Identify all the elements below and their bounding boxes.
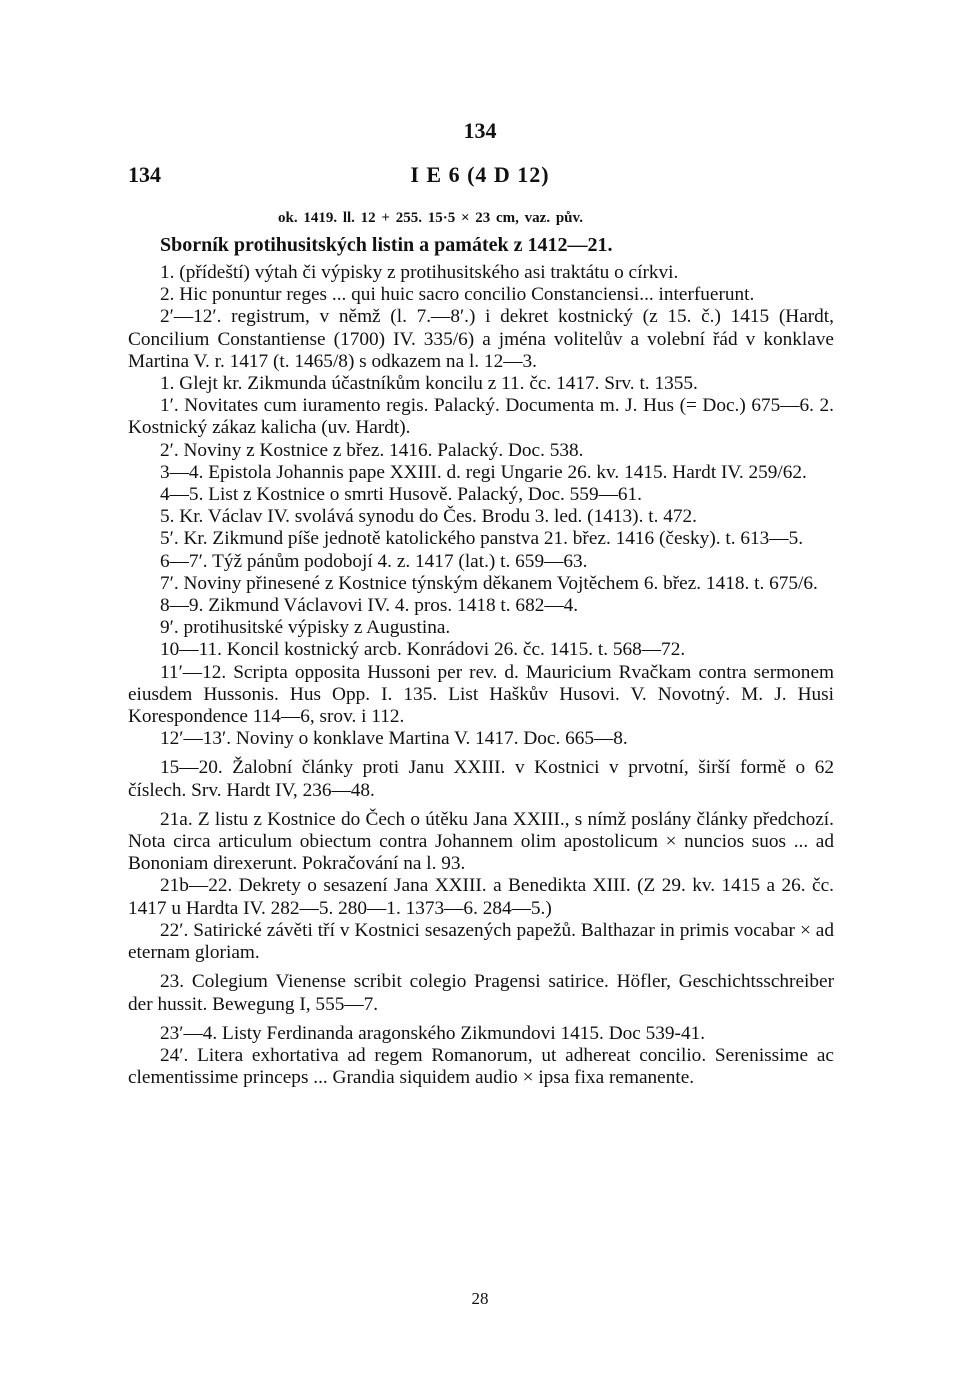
entry-paragraph: 4—5. List z Kostnice o smrti Husově. Palacký, Doc. 559—61. [160, 484, 642, 506]
physical-description: ok. 1419. ll. 12 + 255. 15·5 × 23 cm, vaz. pův. [278, 210, 583, 226]
entry-paragraph: 7′. Noviny přinesené z Kostnice týnským děkanem Vojtěchem 6. břez. 1418. t. 675/6. [160, 572, 818, 594]
entry-paragraph: 21b—22. Dekrety o sesazení Jana XXIII. a Benedikta XIII. (Z 29. kv. 1415 a 26. čc. 1417 u Hardta IV. 282—5. 280—1. 1373—6. 284—5.) [128, 875, 834, 919]
entry-paragraph: 1′. Novitates cum iuramento regis. Palacký. Documenta m. J. Hus (= Doc.) 675—6. 2. Kostnický zákaz kalicha (uv. Hardt). [128, 395, 834, 439]
page-number: 134 [463, 118, 497, 143]
entry-paragraph: 11′—12. Scripta opposita Hussoni per rev. d. Mauricium Rvačkam contra sermonem eiusdem Hussonis. Hus Opp. I. 135. List Haškův Husovi. V. Novotný. M. J. Husi Korespondence 114—6, srov. i 112. [128, 661, 834, 728]
entries-body [128, 262, 834, 1089]
entry-paragraph: 2. Hic ponuntur reges ... qui huic sacro concilio Constanciensi... interfuerunt. [160, 284, 755, 306]
entry-paragraph: 23. Colegium Vienense scribit colegio Pragensi satirice. Höfler, Geschichtsschreiber der hussit. Bewegung I, 555—7. [128, 971, 834, 1015]
entry-paragraph: 6—7′. Týž pánům podobojí 4. z. 1417 (lat.) t. 659—63. [160, 550, 588, 572]
manuscript-title: Sborník protihusitských listin a památek z 1412—21. [160, 234, 613, 256]
entry-paragraph: 1. (přídeští) výtah či výpisky z protihusitského asi traktátu o církvi. [160, 262, 679, 283]
entry-paragraph: 21a. Z listu z Kostnice do Čech o útěku Jana XXIII., s nímž poslány články předchozí. Nota circa articulum obiectum contra Johannem olim apostolicum × nuncios suos ... ad Bononiam direxerunt. Pokračování na l. 93. [128, 808, 834, 875]
entry-paragraph: 15—20. Žalobní články proti Janu XXIII. v Kostnici v prvotní, širší formě o 62 číslech. Srv. Hardt IV, 236—48. [128, 757, 834, 801]
entry-paragraph: 2′. Noviny z Kostnice z břez. 1416. Palacký. Doc. 538. [160, 439, 584, 461]
entry-number: 134 [128, 162, 161, 187]
entry-paragraph: 1. Glejt kr. Zikmunda účastníkům koncilu z 11. čc. 1417. Srv. t. 1355. [160, 373, 698, 395]
entry-paragraph: 12′—13′. Noviny o konklave Martina V. 1417. Doc. 665—8. [160, 728, 628, 750]
entry-paragraph: 24′. Litera exhortativa ad regem Romanorum, ut adhereat concilio. Serenissime ac clementissime princeps ... Grandia siquidem audio × ipsa fixa remanente. [128, 1044, 834, 1089]
entry-paragraph: 10—11. Koncil kostnický arcb. Konrádovi 26. čc. 1415. t. 568—72. [160, 639, 686, 661]
entry-paragraph: 22′. Satirické závěti tří v Kostnici sesazených papežů. Balthazar in primis vocabar × ad eternam gloriam. [128, 919, 834, 964]
entry-paragraph: 5′. Kr. Zikmund píše jednotě katolického panstva 21. břez. 1416 (česky). t. 613—5. [160, 528, 804, 550]
shelf-signature: I E 6 (4 D 12) [410, 162, 550, 187]
entry-paragraph: 5. Kr. Václav IV. svolává synodu do Čes. Brodu 3. led. (1413). t. 472. [160, 506, 697, 528]
footer-page-number: 28 [471, 1289, 489, 1308]
entry-paragraph: 2′—12′. registrum, v němž (l. 7.—8′.) i dekret kostnický (z 15. č.) 1415 (Hardt, Concilium Constantiense (1700) IV. 335/6) a jména volitelův a volební řád v konklave Martina V. r. 1417 (t. 1465/8) s odkazem na l. 12—3. [128, 306, 834, 372]
entry-paragraph: 8—9. Zikmund Václavovi IV. 4. pros. 1418 t. 682—4. [160, 595, 579, 617]
entry-paragraph: 3—4. Epistola Johannis pape XXIII. d. regi Ungarie 26. kv. 1415. Hardt IV. 259/62. [160, 461, 807, 483]
entry-paragraph: 23′—4. Listy Ferdinanda aragonského Zikmundovi 1415. Doc 539-41. [160, 1022, 706, 1044]
entry-paragraph: 9′. protihusitské výpisky z Augustina. [160, 617, 451, 639]
